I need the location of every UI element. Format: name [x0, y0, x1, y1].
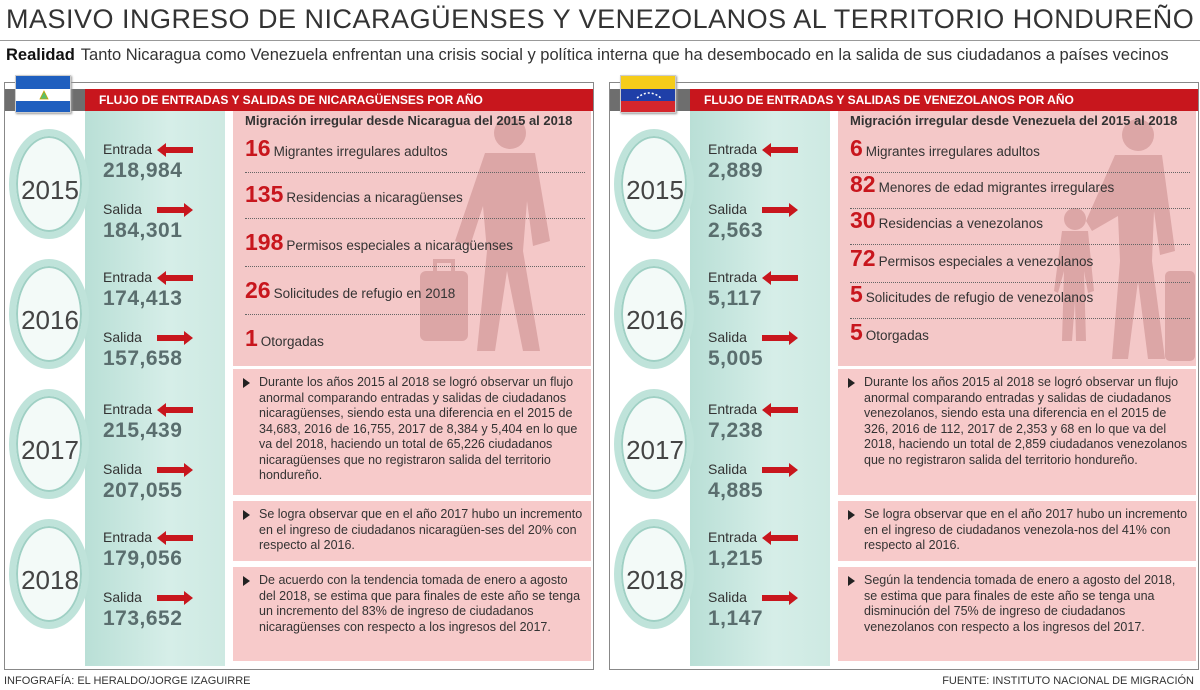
year-label: 2016: [21, 305, 79, 335]
note-text: Según la tendencia tomada de enero a agosto del 2018, se estima que para finales de este año se tenga una disminución del 75% de ingreso de ciudadanos venezolanos con respecto a los ingresos del 2017.: [864, 573, 1176, 634]
venezuela-banner: [610, 89, 1198, 111]
entrada-label: Entrada: [103, 401, 153, 417]
stat-row: [245, 229, 585, 267]
arrow-left-icon: [762, 271, 798, 285]
teal-column: [85, 111, 225, 666]
salida-value: 1,147: [708, 607, 764, 630]
note-text: Durante los años 2015 al 2018 se logró observar un flujo anormal comparando entradas y salidas de ciudadanos nicaragüenses, siendo esta una diferencia en el 2015 de 34,683, 2016 de 16,755, 2017 de 8,384 y 5,404 en lo que va del 2018, haciendo un total de 65,226 ciudadanos nicaragüenses que no registraron salida del territorio hondureño.: [259, 375, 578, 482]
note-paragraph: [838, 501, 1196, 561]
arrow-left-icon: [157, 271, 193, 285]
salida-label: Salida: [708, 461, 747, 477]
stat-row: [850, 281, 1190, 319]
stat-number: 5: [850, 281, 863, 307]
salida-label: Salida: [708, 201, 747, 217]
note-paragraph: [838, 369, 1196, 495]
arrow-right-icon: [762, 203, 798, 217]
stat-number: 1: [245, 325, 258, 351]
bullet-triangle-icon: [243, 378, 250, 388]
entrada-value: 179,056: [103, 547, 183, 570]
stat-row: [850, 135, 1190, 173]
year-label: 2016: [626, 305, 684, 335]
nicaragua-panel: [4, 82, 594, 670]
salida-value: 2,563: [708, 219, 764, 242]
bullet-triangle-icon: [848, 378, 855, 388]
entrada-value: 215,439: [103, 419, 183, 442]
salida-label: Salida: [103, 329, 142, 345]
arrow-right-icon: [157, 203, 193, 217]
stat-number: 16: [245, 135, 271, 161]
stat-text: Otorgadas: [260, 334, 324, 349]
banner-title: FLUJO DE ENTRADAS Y SALIDAS DE NICARAGÜENSES POR AÑO: [99, 93, 483, 107]
stat-text: Permisos especiales a nicaragüenses: [286, 238, 513, 253]
stat-row: [245, 181, 585, 219]
salida-label: Salida: [708, 329, 747, 345]
salida-value: 207,055: [103, 479, 183, 502]
stat-number: 5: [850, 319, 863, 345]
note-text: De acuerdo con la tendencia tomada de enero a agosto del 2018, se estima que para finales de este año se tenga un incremento del 83% de ingreso de ciudadanos nicaragüenses con respecto a los ingresos del 2017.: [259, 573, 581, 634]
banner-title: FLUJO DE ENTRADAS Y SALIDAS DE VENEZOLANOS POR AÑO: [704, 93, 1074, 107]
arrow-right-icon: [762, 591, 798, 605]
stat-text: Solicitudes de refugio de venezolanos: [865, 290, 1094, 305]
note-text: Se logra observar que en el año 2017 hubo un incremento en el ingreso de ciudadanos nicaragüen-ses del 20% con respecto al 2016.: [259, 507, 583, 552]
source-line: FUENTE: INSTITUTO NACIONAL DE MIGRACIÓN: [942, 675, 1194, 687]
salida-value: 4,885: [708, 479, 764, 502]
arrow-left-icon: [157, 143, 193, 157]
entrada-label: Entrada: [103, 269, 153, 285]
stat-text: Menores de edad migrantes irregulares: [878, 180, 1115, 195]
arrow-right-icon: [157, 591, 193, 605]
entrada-label: Entrada: [708, 141, 758, 157]
salida-value: 173,652: [103, 607, 183, 630]
subtitle: [6, 46, 1200, 68]
entrada-value: 2,889: [708, 159, 764, 182]
stat-text: Residencias a venezolanos: [878, 216, 1043, 231]
entrada-label: Entrada: [708, 529, 758, 545]
entrada-value: 5,117: [708, 287, 762, 310]
entrada-value: 218,984: [103, 159, 183, 182]
stat-text: Migrantes irregulares adultos: [273, 144, 448, 159]
year-label: 2015: [626, 175, 684, 205]
stat-number: 82: [850, 171, 876, 197]
stat-text: Solicitudes de refugio en 2018: [273, 286, 456, 301]
arrow-right-icon: [157, 331, 193, 345]
salida-label: Salida: [103, 201, 142, 217]
stat-number: 198: [245, 229, 284, 255]
credit-line: INFOGRAFÍA: EL HERALDO/JORGE IZAGUIRRE: [4, 675, 251, 687]
year-label: 2017: [21, 435, 79, 465]
arrow-left-icon: [157, 403, 193, 417]
salida-label: Salida: [103, 589, 142, 605]
note-paragraph: [233, 369, 591, 495]
venezuela-flag-icon: [620, 75, 676, 113]
arrow-left-icon: [762, 531, 798, 545]
bullet-triangle-icon: [848, 576, 855, 586]
arrow-left-icon: [762, 403, 798, 417]
subtitle-text: Tanto Nicaragua como Venezuela enfrentan una crisis social y política interna que ha desembocado en la salida de sus ciudadanos a países vecinos: [80, 46, 1169, 64]
subtitle-bold: Realidad: [6, 46, 75, 64]
entrada-value: 7,238: [708, 419, 764, 442]
arrow-right-icon: [762, 463, 798, 477]
entrada-label: Entrada: [103, 141, 153, 157]
stat-row: [850, 207, 1190, 245]
note-paragraph: [838, 567, 1196, 661]
stat-row: [850, 319, 1190, 357]
note-text: Se logra observar que en el año 2017 hubo un incremento en el ingreso de ciudadanos venezola-nos del 41% con respecto al 2016.: [864, 507, 1188, 552]
note-paragraph: [233, 567, 591, 661]
salida-value: 184,301: [103, 219, 183, 242]
salida-value: 5,005: [708, 347, 764, 370]
entrada-label: Entrada: [103, 529, 153, 545]
page-title: MASIVO INGRESO DE NICARAGÜENSES Y VENEZOLANOS AL TERRITORIO HONDUREÑO: [6, 4, 1195, 34]
stat-number: 72: [850, 245, 876, 271]
stat-row: [245, 135, 585, 173]
stat-text: Migrantes irregulares adultos: [865, 144, 1040, 159]
nicaragua-flag-icon: [15, 75, 71, 113]
entrada-label: Entrada: [708, 401, 758, 417]
stat-text: Residencias a nicaragüenses: [286, 190, 463, 205]
note-paragraph: [233, 501, 591, 561]
bullet-triangle-icon: [243, 510, 250, 520]
salida-label: Salida: [708, 589, 747, 605]
arrow-right-icon: [157, 463, 193, 477]
salida-label: Salida: [103, 461, 142, 477]
arrow-right-icon: [762, 331, 798, 345]
irregular-title: Migración irregular desde Venezuela del 2015 al 2018: [850, 113, 1178, 128]
bullet-triangle-icon: [848, 510, 855, 520]
stat-row: [245, 277, 585, 315]
venezuela-panel: [609, 82, 1199, 670]
arrow-left-icon: [762, 143, 798, 157]
stat-number: 6: [850, 135, 863, 161]
irregular-title: Migración irregular desde Nicaragua del 2015 al 2018: [245, 113, 573, 128]
salida-value: 157,658: [103, 347, 183, 370]
stat-number: 30: [850, 207, 876, 233]
stat-row: [850, 171, 1190, 209]
stat-row: [245, 325, 585, 363]
stat-row: [850, 245, 1190, 283]
entrada-value: 1,215: [708, 547, 764, 570]
year-label: 2017: [626, 435, 684, 465]
stat-number: 26: [245, 277, 271, 303]
title-divider: [0, 40, 1200, 41]
nicaragua-banner: [5, 89, 593, 111]
note-text: Durante los años 2015 al 2018 se logró observar un flujo anormal comparando entradas y salidas de ciudadanos venezolanos, siendo esta una diferencia en el 2015 de 326, 2016 de 112, 2017 de 2,353 y 68 en lo que va del 2018, haciendo un total de 2,859 ciudadanos venezolanos que no registraron salida del territorio hondureño.: [864, 375, 1188, 467]
entrada-label: Entrada: [708, 269, 758, 285]
stat-number: 135: [245, 181, 284, 207]
arrow-left-icon: [157, 531, 193, 545]
entrada-value: 174,413: [103, 287, 183, 310]
year-label: 2018: [626, 565, 684, 595]
stat-text: Permisos especiales a venezolanos: [878, 254, 1094, 269]
bullet-triangle-icon: [243, 576, 250, 586]
year-label: 2015: [21, 175, 79, 205]
teal-column: [690, 111, 830, 666]
year-label: 2018: [21, 565, 79, 595]
stat-text: Otorgadas: [865, 328, 929, 343]
